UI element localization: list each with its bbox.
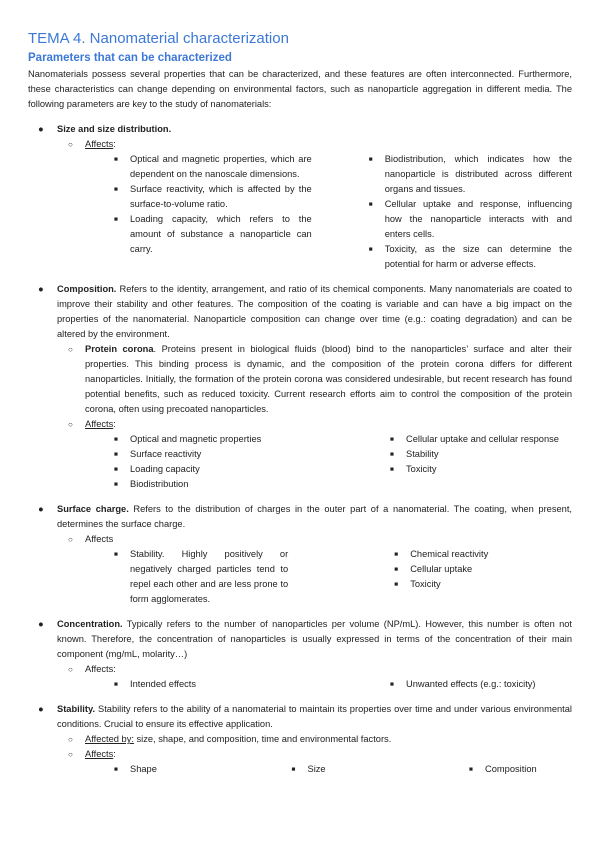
list-item-text: Chemical reactivity — [410, 549, 489, 559]
list-item-text: Unwanted effects (e.g.: toxicity) — [406, 679, 536, 689]
concentration-affects — [28, 662, 572, 677]
list-item-text: Cellular uptake and response, influencing how the nanoparticle interacts with and enters cells. — [384, 199, 572, 239]
bullet: ● — [38, 619, 44, 629]
list-item — [112, 462, 388, 477]
list-item-text: Optical and magnetic properties, which are dependent on the nanoscale dimensions. — [130, 154, 312, 179]
bullet: ○ — [68, 140, 73, 149]
composition-section — [28, 282, 572, 342]
bullet: ■ — [114, 156, 118, 163]
list-item — [112, 447, 388, 462]
bullet: ■ — [291, 766, 296, 773]
list-item-text: Composition — [485, 764, 537, 774]
affects-colon: : — [113, 139, 116, 149]
affects-label: Affects — [85, 749, 114, 759]
list-item — [112, 677, 388, 692]
list-item — [388, 677, 572, 692]
list-item — [290, 762, 468, 777]
affects-colon: : — [113, 749, 116, 759]
surface-affects — [28, 532, 572, 547]
list-item-text: Surface reactivity — [130, 449, 202, 459]
list-item — [392, 547, 572, 562]
composition-right-column — [388, 432, 572, 492]
stability-affects — [28, 747, 572, 762]
list-item-text: Cellular uptake and cellular response — [406, 434, 559, 444]
list-item-text: Intended effects — [130, 679, 196, 689]
bullet: ■ — [114, 186, 118, 193]
list-item — [367, 197, 572, 242]
bullet: ■ — [114, 451, 118, 458]
concentration-left-column — [112, 677, 388, 692]
list-item-text: Toxicity, as the size can determine the potential for harm or adverse effects. — [384, 244, 572, 269]
stability-heading: Stability. — [57, 704, 96, 714]
bullet: ● — [38, 504, 44, 514]
size-left-column — [112, 152, 312, 272]
affects-label: Affects — [85, 534, 114, 544]
list-item-text: Stability. Highly positively or negatively charged particles tend to repel each other and are less prone to form agglomerates. — [130, 549, 289, 604]
bullet: ○ — [68, 345, 73, 354]
bullet: ■ — [368, 156, 373, 163]
list-item — [112, 432, 388, 447]
list-item — [392, 562, 572, 577]
list-item — [112, 762, 290, 777]
bullet: ■ — [469, 766, 473, 773]
concentration-heading: Concentration. — [57, 619, 123, 629]
size-right-column — [367, 152, 572, 272]
bullet: ■ — [390, 451, 394, 458]
bullet: ■ — [394, 581, 399, 588]
size-section — [28, 122, 572, 137]
bullet: ■ — [368, 201, 373, 208]
stability-affects-columns — [28, 762, 572, 777]
list-item — [112, 182, 312, 212]
composition-heading: Composition. — [57, 284, 117, 294]
list-item-text: Biodistribution, which indicates how the nanoparticle is distributed across different organs and tissues. — [384, 154, 572, 194]
list-item-text: Optical and magnetic properties — [130, 434, 262, 444]
concentration-section — [28, 617, 572, 662]
bullet: ○ — [68, 750, 73, 759]
concentration-affects-columns — [28, 677, 572, 692]
affected-by-text: size, shape, and composition, time and environmental factors. — [133, 734, 392, 744]
bullet: ■ — [394, 551, 399, 558]
list-item-text: Surface reactivity, which is affected by the surface-to-volume ratio. — [130, 184, 312, 209]
list-item — [112, 477, 388, 492]
stability-text: Stability refers to the ability of a nanomaterial to maintain its properties over time and under various environmental conditions. Crucial to ensure its effective application. — [57, 704, 572, 729]
protein-corona-text: . Proteins present in biological fluids (blood) bind to the nanoparticles’ surface and alter their properties. This binding process is dynamic, and the composition of the protein corona differs for different nanoparticles. Initially, the formation of the protein corona was considered undesirable, but recent research has found potential benefits, such as reduced toxicity. Current research efforts aim to control the composition of the protein corona, often using precoated nanoparticles. — [85, 344, 573, 414]
list-item — [112, 152, 312, 182]
surface-left-column — [112, 547, 288, 607]
bullet: ○ — [68, 735, 73, 744]
bullet: ● — [38, 124, 44, 134]
list-item — [112, 212, 312, 257]
intro-paragraph: Nanomaterials possess several properties that can be characterized, and these features are often interconnected. Furthermore, these characteristics can change depending on environmental factors, such as nanoparticle aggregation in different media. The following parameters are key to the study of nanomaterials: — [28, 69, 572, 109]
surface-right-column — [392, 547, 572, 607]
bullet: ■ — [114, 436, 118, 443]
list-item-text: Cellular uptake — [410, 564, 473, 574]
bullet: ■ — [114, 766, 118, 773]
list-item-text: Biodistribution — [130, 479, 189, 489]
concentration-text: Typically refers to the number of nanoparticles per volume (NP/mL). However, this number is often not known. Therefore, the concentration of nanoparticles is usually expressed in terms of the concentration of their main component (mg/mL, molarity…) — [57, 619, 572, 659]
bullet: ■ — [390, 436, 394, 443]
stability-section — [28, 702, 572, 732]
bullet: ■ — [390, 681, 394, 688]
bullet: ■ — [114, 551, 118, 558]
concentration-right-column — [388, 677, 572, 692]
list-item-text: Stability — [406, 449, 439, 459]
section-subtitle: Parameters that can be characterized — [28, 52, 232, 64]
list-item — [367, 242, 572, 272]
list-item — [112, 547, 288, 607]
list-item — [388, 462, 572, 477]
affects-label: Affects — [85, 139, 114, 149]
bullet: ■ — [114, 481, 118, 488]
bullet: ■ — [368, 246, 373, 253]
stability-column-1 — [112, 762, 290, 777]
affects-colon: : — [113, 419, 116, 429]
protein-corona — [28, 342, 572, 417]
composition-affects-columns — [28, 432, 572, 492]
list-item-text: Loading capacity — [130, 464, 200, 474]
surface-affects-columns — [28, 547, 572, 607]
list-item — [367, 152, 572, 197]
surface-charge-heading: Surface charge. — [57, 504, 129, 514]
stability-column-2 — [290, 762, 468, 777]
bullet: ○ — [68, 420, 73, 429]
affects-label: Affects — [85, 419, 114, 429]
list-item-text: Toxicity — [406, 464, 437, 474]
list-item-text: Shape — [130, 764, 157, 774]
stability-column-3 — [467, 762, 572, 777]
list-item — [467, 762, 572, 777]
composition-left-column — [112, 432, 388, 492]
list-item — [388, 432, 572, 447]
size-heading: Size and size distribution. — [57, 124, 172, 134]
bullet: ○ — [68, 535, 73, 544]
list-item — [388, 447, 572, 462]
page-title: TEMA 4. Nanomaterial characterization — [28, 30, 289, 47]
bullet: ■ — [394, 566, 399, 573]
composition-affects — [28, 417, 572, 432]
list-item-text: Size — [307, 764, 326, 774]
surface-charge-section — [28, 502, 572, 532]
size-affects — [28, 137, 572, 152]
stability-affected-by — [28, 732, 572, 747]
list-item — [392, 577, 572, 592]
list-item-text: Toxicity — [410, 579, 441, 589]
composition-text: Refers to the identity, arrangement, and ratio of its chemical components. Many nanomaterials are coated to improve their stability and other features. The composition of the coating is variable and can have a big impact on the properties of the nanomaterial. Nanoparticle composition can change over time (e.g.: coating degradation) and can be altered by the environment. — [57, 284, 572, 339]
bullet: ○ — [68, 665, 73, 674]
protein-corona-heading: Protein corona — [85, 344, 154, 354]
affects-label: Affects: — [85, 664, 116, 674]
list-item-text: Loading capacity, which refers to the amount of substance a nanoparticle can carry. — [130, 214, 312, 254]
bullet: ■ — [390, 466, 394, 473]
bullet: ■ — [114, 466, 118, 473]
bullet: ● — [38, 704, 44, 714]
bullet: ■ — [114, 681, 118, 688]
bullet: ● — [38, 284, 44, 294]
bullet: ■ — [114, 216, 118, 223]
surface-charge-text: Refers to the distribution of charges in the outer part of a nanomaterial. The coating, when present, determines the surface charge. — [57, 504, 572, 529]
affected-by-label: Affected by: — [85, 734, 134, 744]
size-affects-columns — [28, 152, 572, 272]
